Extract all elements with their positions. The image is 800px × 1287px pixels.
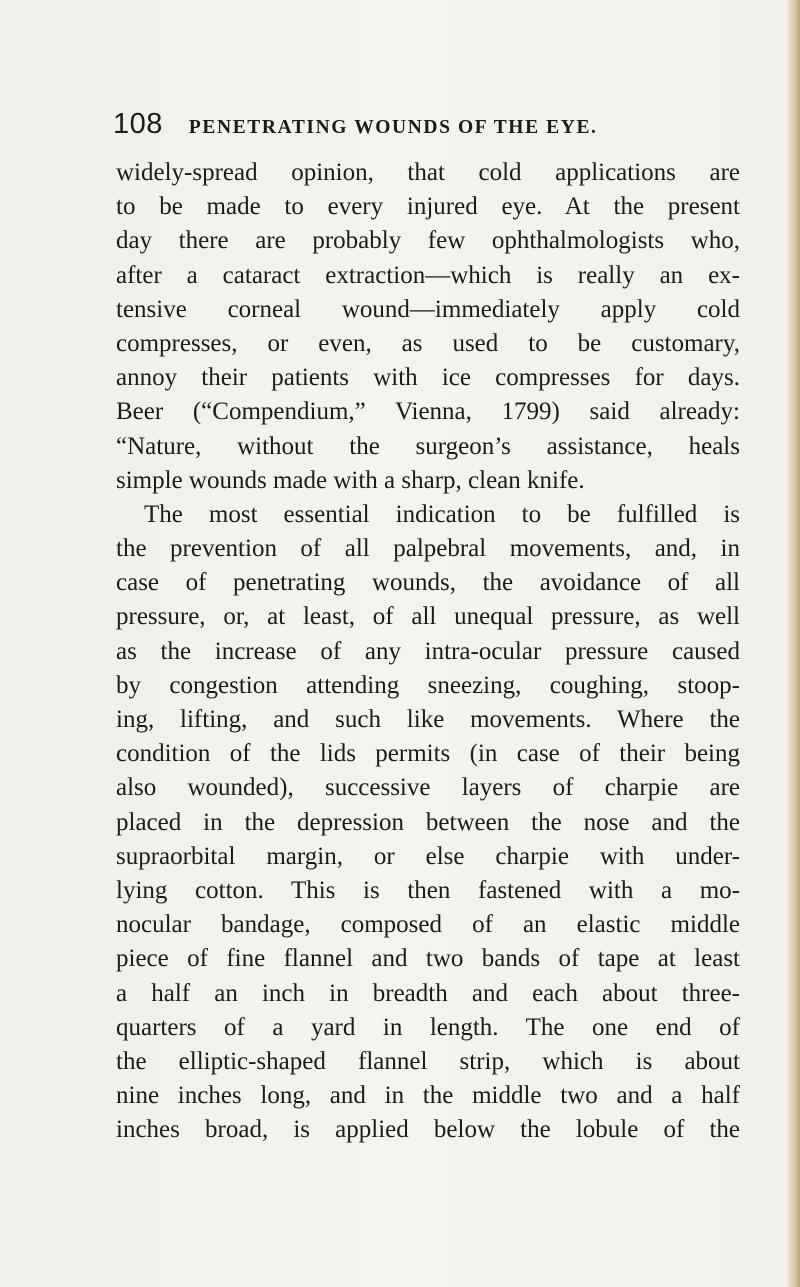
text-line: nocular bandage, composed of an elastic middle: [116, 911, 740, 939]
text-line: simple wounds made with a sharp, clean knife.: [116, 466, 585, 494]
text-line: The most essential indication to be fulfilled is: [144, 500, 740, 528]
text-line: lying cotton. This is then fastened with a mo-: [116, 876, 740, 904]
text-line: day there are probably few ophthalmologists who,: [116, 227, 740, 255]
text-line: also wounded), successive layers of charpie are: [116, 774, 740, 802]
text-line: piece of fine flannel and two bands of tape at least: [116, 945, 740, 973]
running-title: PENETRATING WOUNDS OF THE EYE.: [188, 117, 598, 138]
text-line: by congestion attending sneezing, coughing, stoop-: [116, 671, 740, 699]
text-line: condition of the lids permits (in case of their being: [116, 740, 740, 768]
text-line: ing, lifting, and such like movements. Where the: [116, 706, 740, 733]
text-line: inches broad, is applied below the lobule of the: [116, 1116, 740, 1144]
text-line: tensive corneal wound—immediately apply cold: [116, 295, 740, 323]
text-line: supraorbital margin, or else charpie with under-: [116, 842, 740, 870]
page-number: 108: [113, 108, 163, 140]
body-text: [116, 156, 740, 1147]
text-line: nine inches long, and in the middle two and a half: [116, 1082, 740, 1110]
text-line: annoy their patients with ice compresses for days.: [116, 364, 740, 392]
text-line: a half an inch in breadth and each about three-: [116, 979, 740, 1007]
text-line: case of penetrating wounds, the avoidance of all: [116, 569, 740, 597]
text-line: placed in the depression between the nose and the: [116, 808, 740, 836]
text-line: the elliptic-shaped flannel strip, which is about: [116, 1047, 740, 1075]
text-line: as the increase of any intra-ocular pressure caused: [116, 637, 740, 665]
text-line: the prevention of all palpebral movements, and, in: [116, 535, 740, 563]
text-line: compresses, or even, as used to be customary,: [116, 329, 740, 357]
text-line: “Nature, without the surgeon’s assistance, heals: [116, 432, 740, 460]
text-line: widely-spread opinion, that cold applications are: [116, 159, 740, 186]
running-head: [113, 108, 753, 142]
text-line: quarters of a yard in length. The one end of: [116, 1013, 740, 1041]
text-line: after a cataract extraction—which is really an ex-: [116, 261, 740, 289]
page-edge-shadow: [786, 0, 800, 1287]
text-line: pressure, or, at least, of all unequal pressure, as well: [116, 603, 740, 631]
text-line: Beer (“Compendium,” Vienna, 1799) said already:: [116, 398, 740, 426]
text-line: to be made to every injured eye. At the present: [116, 193, 740, 221]
